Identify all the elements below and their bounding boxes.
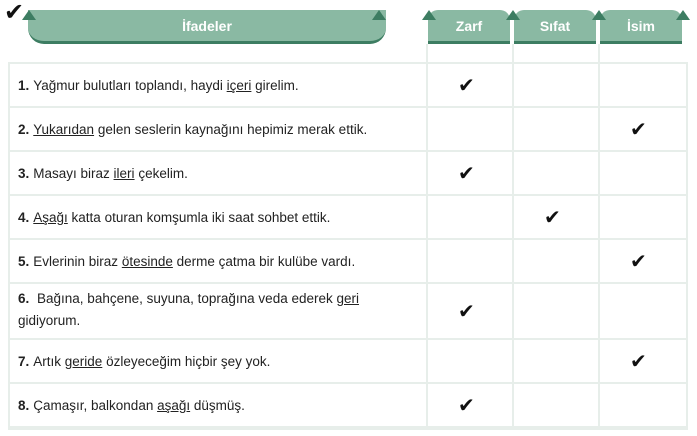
tab-ear [506, 10, 520, 20]
underlined-word: içeri [226, 78, 252, 93]
underlined-word: geride [64, 354, 103, 369]
statement-pre: Yağmur bulutları toplandı, haydi [33, 78, 227, 93]
statement-text [18, 351, 418, 373]
statement-text [18, 119, 418, 141]
statement-post: katta oturan komşumla iki saat sohbet ettik. [67, 210, 331, 225]
statements-table [8, 62, 688, 430]
header-statements: İfadeler [28, 10, 386, 44]
statement-number: 3. [18, 166, 30, 181]
table-row [10, 284, 686, 340]
statement-pre: Evlerinin biraz [33, 254, 122, 269]
statement-number: 6. [18, 291, 30, 306]
check-icon: ✔ [630, 251, 647, 273]
statement-text [18, 75, 418, 97]
statement-post: düşmüş. [190, 398, 245, 413]
statement-post: özleyeceğim hiçbir şey yok. [102, 354, 271, 369]
statement-number: 2. [18, 122, 30, 137]
check-icon: ✔ [458, 75, 475, 97]
underlined-word: ötesinde [121, 254, 173, 269]
check-icon: ✔ [458, 395, 475, 417]
header-sifat: Sıfat [514, 10, 596, 44]
table-row [10, 64, 686, 108]
underlined-word: Yukarıdan [33, 122, 95, 137]
underlined-word: aşağı [157, 398, 191, 413]
check-icon: ✔ [544, 207, 561, 229]
tab-ear [422, 10, 436, 20]
table-row [10, 196, 686, 240]
underlined-word: ileri [113, 166, 135, 181]
check-icon: ✔ [630, 351, 647, 373]
tab-ear [592, 10, 606, 20]
statement-post: girelim. [251, 78, 299, 93]
underlined-word: Aşağı [33, 210, 68, 225]
header-isim: İsim [600, 10, 682, 44]
statement-number: 4. [18, 210, 30, 225]
table-row [10, 152, 686, 196]
statement-pre: Artık [33, 354, 65, 369]
tab-ear [676, 10, 690, 20]
underlined-word: geri [336, 291, 360, 306]
statement-post: çekelim. [134, 166, 188, 181]
statement-number: 1. [18, 78, 30, 93]
check-icon: ✔ [458, 301, 475, 323]
statement-pre: Masayı biraz [33, 166, 114, 181]
tab-ear [22, 10, 36, 20]
header-zarf: Zarf [428, 10, 510, 44]
statement-pre: Çamaşır, balkondan [33, 398, 158, 413]
statement-number: 7. [18, 354, 30, 369]
statement-text [18, 251, 418, 273]
statement-post: gelen seslerin kaynağını hepimiz merak ettik. [94, 122, 368, 137]
statement-number: 5. [18, 254, 30, 269]
table-row [10, 240, 686, 284]
check-icon: ✔ [458, 163, 475, 185]
statement-post: gidiyorum. [18, 313, 81, 328]
statement-text [18, 207, 418, 229]
table-row [10, 108, 686, 152]
table-row [10, 340, 686, 384]
table-row [10, 384, 686, 428]
statement-number: 8. [18, 398, 30, 413]
statement-text [18, 288, 418, 332]
corner-check-icon: ✔ [4, 0, 25, 26]
statement-pre: Bağına, bahçene, suyuna, toprağına veda ederek [33, 291, 337, 306]
tab-ear [372, 10, 386, 20]
statement-text [18, 163, 418, 185]
statement-post: derme çatma bir kulübe vardı. [172, 254, 356, 269]
check-icon: ✔ [630, 119, 647, 141]
statement-text [18, 395, 418, 417]
